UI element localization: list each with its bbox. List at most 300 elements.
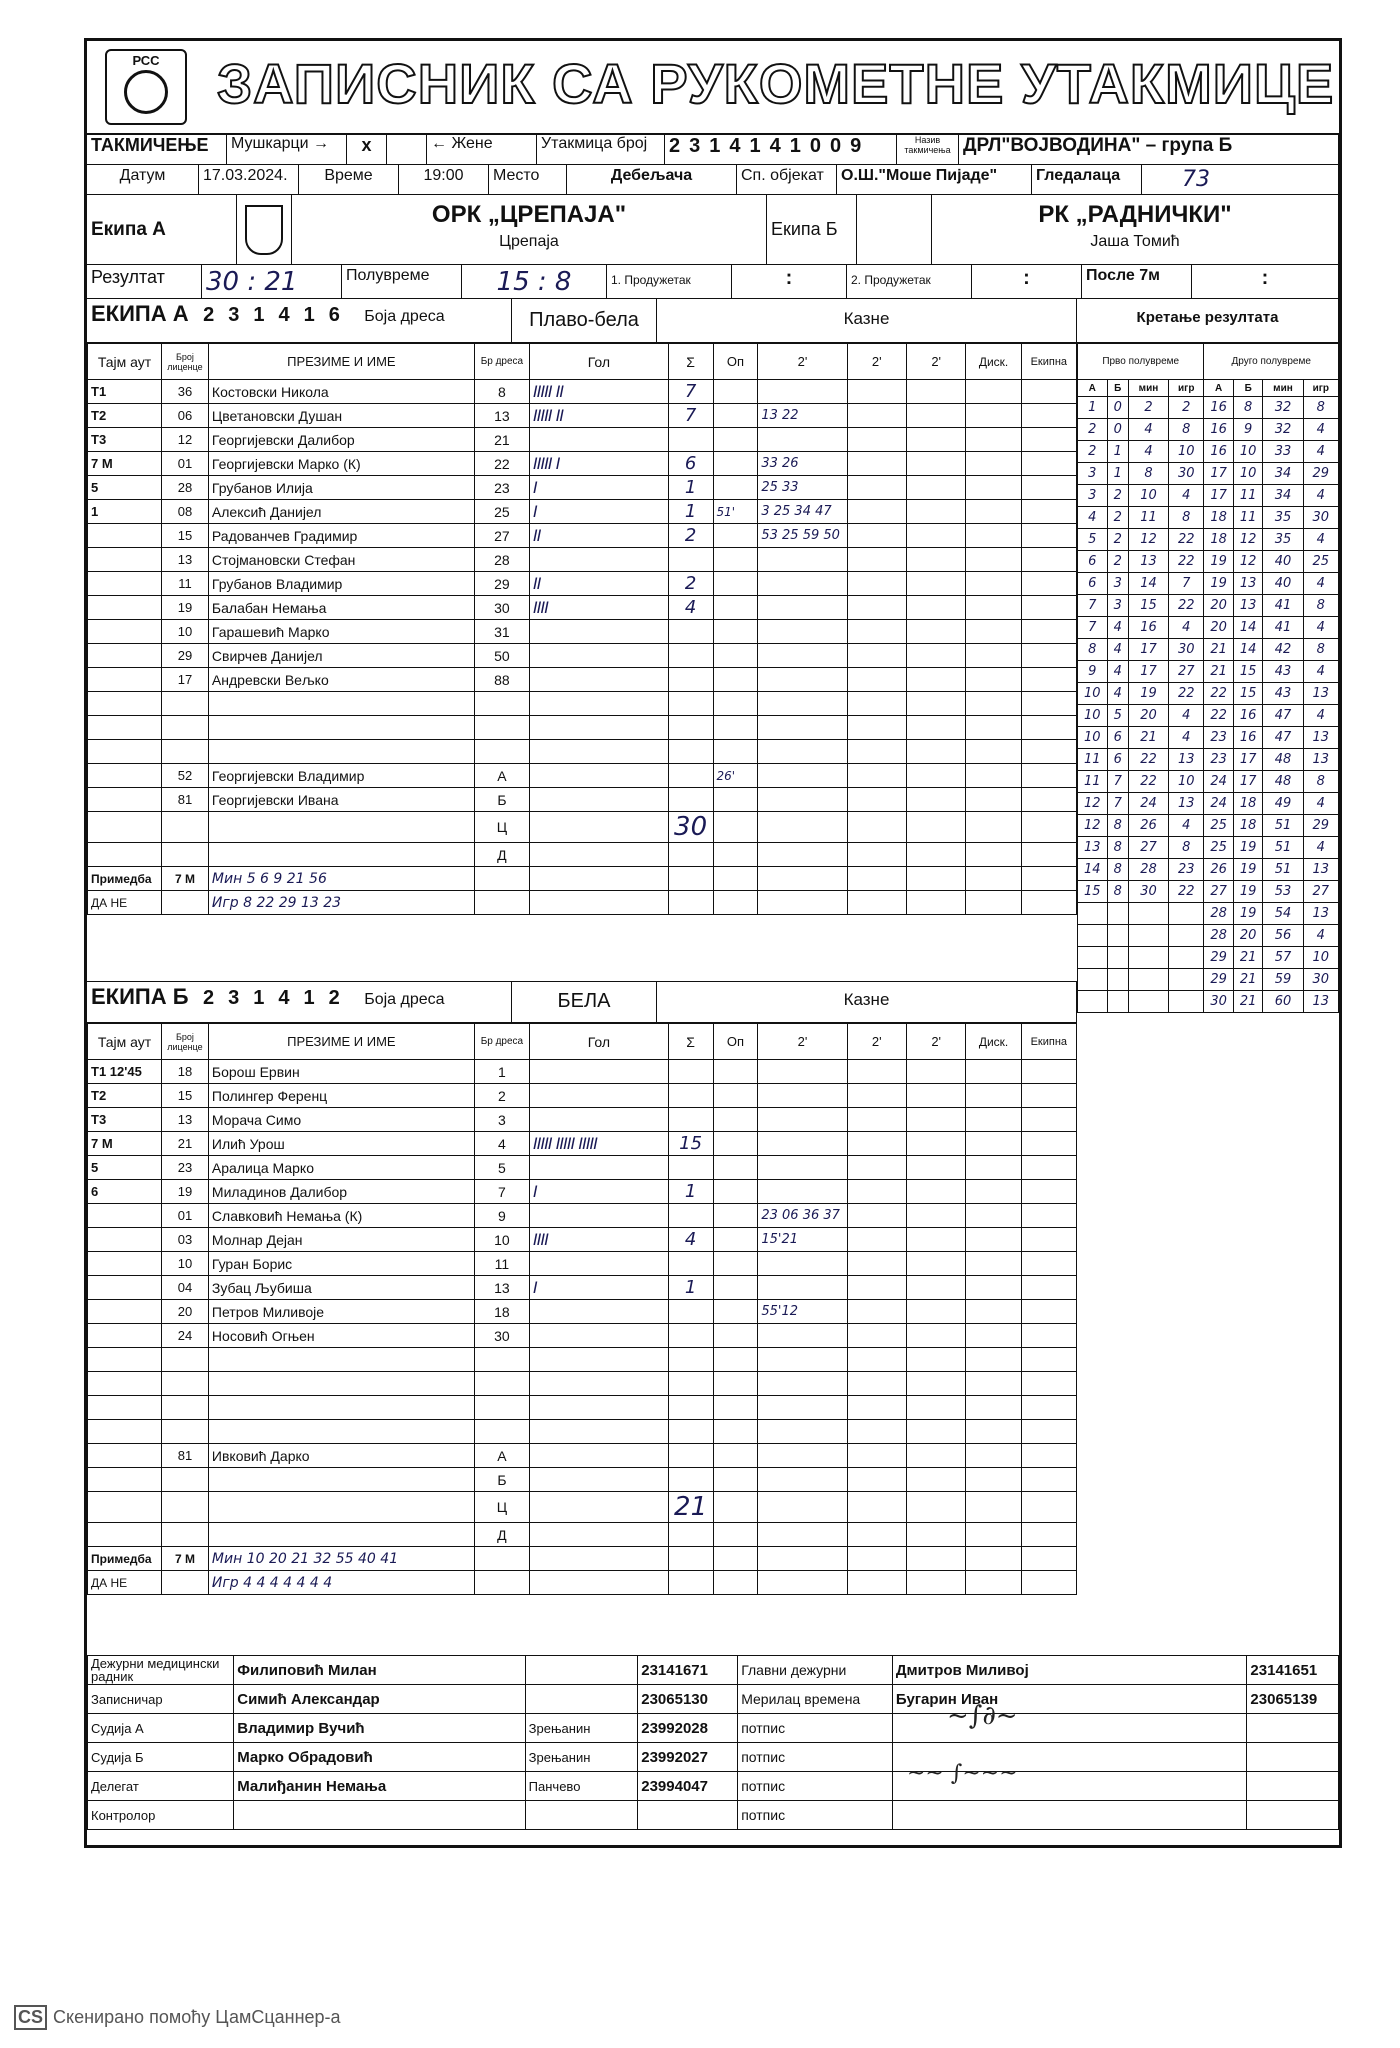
official-pen-cell — [758, 1468, 847, 1492]
progress-cell: 12 — [1233, 551, 1263, 573]
license-cell: 19 — [162, 596, 209, 620]
official-footer-row — [88, 1656, 1339, 1685]
progress-cell: 40 — [1263, 573, 1303, 595]
timeout-cell — [88, 668, 162, 692]
progress-cell: 16 — [1204, 397, 1234, 419]
goal-tally — [530, 716, 669, 740]
penalty-cell-2 — [847, 644, 906, 668]
progress-cell: 18 — [1233, 793, 1263, 815]
half-label: Полувреме — [342, 265, 462, 299]
warning-cell — [713, 668, 758, 692]
official-warning — [713, 1468, 758, 1492]
goal-tally: IIIII II — [530, 404, 669, 428]
progress-row — [1078, 639, 1339, 661]
timeout-cell: 6 — [88, 1180, 162, 1204]
progress-cell: 2 — [1107, 551, 1128, 573]
footer-license-2: 23141651 — [1247, 1656, 1339, 1685]
progress-cell: 0 — [1107, 419, 1128, 441]
progress-cell: 9 — [1078, 661, 1108, 683]
jersey-number: 31 — [474, 620, 529, 644]
sevenm-minutes: Мин 10 20 21 32 55 40 41 — [208, 1547, 474, 1571]
progress-row — [1078, 903, 1339, 925]
footer-role-2: Мерилац времена — [738, 1685, 893, 1714]
timeout-cell — [88, 1204, 162, 1228]
progress-cell: 24 — [1204, 793, 1234, 815]
progress-cell: 4 — [1078, 507, 1108, 529]
team-total: 21 — [668, 1492, 713, 1523]
progress-cell: 18 — [1233, 815, 1263, 837]
progress-cell: 22 — [1169, 683, 1204, 705]
progress-row — [1078, 749, 1339, 771]
penalty-cell-2 — [847, 1276, 906, 1300]
remark-row-2 — [88, 891, 1077, 915]
penalty-cell — [758, 740, 847, 764]
progress-cell: 1 — [1107, 463, 1128, 485]
player-row — [88, 476, 1077, 500]
progress-cell: 19 — [1233, 859, 1263, 881]
player-row — [88, 1132, 1077, 1156]
warning-cell — [713, 1420, 758, 1444]
progress-cell: 22 — [1169, 551, 1204, 573]
penalty-cell — [758, 716, 847, 740]
col-timeout: Тајм аут — [88, 344, 162, 380]
official-pen-cell — [758, 1523, 847, 1547]
progress-cell: 4 — [1169, 727, 1204, 749]
sevenm-cell — [668, 867, 713, 891]
goal-tally: I — [530, 476, 669, 500]
progress-col-label: Б — [1107, 380, 1128, 397]
penalty-cell-3 — [906, 1228, 965, 1252]
official-pen-cell — [906, 1468, 965, 1492]
goal-tally: IIIII II — [530, 380, 669, 404]
progress-cell: 47 — [1263, 727, 1303, 749]
progress-cell: 4 — [1169, 815, 1204, 837]
footer-name-2 — [892, 1801, 1247, 1830]
progress-cell: 22 — [1169, 529, 1204, 551]
progress-cell: 29 — [1204, 947, 1234, 969]
official-pen-cell — [966, 812, 1021, 843]
time-label: Време — [299, 165, 399, 195]
progress-cell: 48 — [1263, 771, 1303, 793]
progress-cell: 2 — [1078, 419, 1108, 441]
player-name: Борош Ервин — [208, 1060, 474, 1084]
team-penalty-cell — [1021, 548, 1076, 572]
player-row — [88, 1396, 1077, 1420]
official-pen-cell — [966, 1492, 1021, 1523]
progress-col-label: Б — [1233, 380, 1263, 397]
penalty-cell — [758, 1324, 847, 1348]
progress-cell: 2 — [1128, 397, 1168, 419]
sevenm-cell — [906, 891, 965, 915]
footer-city: Зрењанин — [525, 1743, 638, 1772]
team-total — [668, 764, 713, 788]
progress-cell: 4 — [1303, 925, 1338, 947]
progress-cell: 25 — [1204, 815, 1234, 837]
official-side-cell — [88, 764, 162, 788]
progress-cell: 8 — [1303, 397, 1338, 419]
official-pen-cell — [1021, 764, 1076, 788]
goal-tally — [530, 1324, 669, 1348]
license-cell — [162, 1348, 209, 1372]
progress-cell: 8 — [1107, 881, 1128, 903]
jersey-number: 25 — [474, 500, 529, 524]
penalty-cell-2 — [847, 452, 906, 476]
progress-row — [1078, 661, 1339, 683]
warning-cell — [713, 1156, 758, 1180]
progress-cell — [1169, 903, 1204, 925]
progress-cell: 20 — [1128, 705, 1168, 727]
penalty-cell-2 — [847, 1156, 906, 1180]
penalty-cell-2 — [847, 1252, 906, 1276]
footer-role: Судија Б — [88, 1743, 234, 1772]
official-pen-cell — [758, 764, 847, 788]
footer-name-2 — [892, 1714, 1247, 1743]
disq-cell — [966, 524, 1021, 548]
jersey-number: 9 — [474, 1204, 529, 1228]
sevenm-cell — [713, 1571, 758, 1595]
player-row — [88, 404, 1077, 428]
col-license: Број лиценце — [162, 344, 209, 380]
progress-cell: 10 — [1169, 441, 1204, 463]
disq-cell — [966, 1108, 1021, 1132]
official-goal — [530, 764, 669, 788]
progress-cell: 33 — [1263, 441, 1303, 463]
penalty-cell-3 — [906, 1324, 965, 1348]
footer-name — [234, 1801, 525, 1830]
progress-cell: 11 — [1233, 507, 1263, 529]
progress-cell: 32 — [1263, 397, 1303, 419]
official-row — [88, 1468, 1077, 1492]
progress-cell: 2 — [1107, 507, 1128, 529]
team-penalty-cell — [1021, 1180, 1076, 1204]
progress-cell: 6 — [1078, 551, 1108, 573]
official-pen-cell — [906, 843, 965, 867]
penalty-cell-3 — [906, 452, 965, 476]
goal-tally: I — [530, 1276, 669, 1300]
sevenm-cell — [1021, 1547, 1076, 1571]
penalty-cell — [758, 1180, 847, 1204]
official-row — [88, 764, 1077, 788]
progress-cell: 9 — [1233, 419, 1263, 441]
warning-cell — [713, 1300, 758, 1324]
progress-cell: 15 — [1128, 595, 1168, 617]
progress-cell: 5 — [1107, 705, 1128, 727]
official-name: Георгијевски Ивана — [208, 788, 474, 812]
penalty-cell-2 — [847, 1228, 906, 1252]
license-cell: 10 — [162, 1252, 209, 1276]
sevenm-cell — [847, 867, 906, 891]
progress-cell: 17 — [1204, 463, 1234, 485]
penalty-cell — [758, 1396, 847, 1420]
jersey-number — [474, 1420, 529, 1444]
penalty-cell-3 — [906, 1300, 965, 1324]
progress-cell — [1128, 991, 1168, 1013]
penalty-cell — [758, 620, 847, 644]
timeout-cell — [88, 1420, 162, 1444]
col-name-b: ПРЕЗИМЕ И ИМЕ — [208, 1024, 474, 1060]
sevenm-players: Игр 8 22 29 13 23 — [208, 891, 474, 915]
goal-tally — [530, 1372, 669, 1396]
progress-cell: 19 — [1204, 573, 1234, 595]
penalty-cell-3 — [906, 1396, 965, 1420]
penalty-cell — [758, 692, 847, 716]
timeout-cell — [88, 1396, 162, 1420]
penalty-cell-3 — [906, 1348, 965, 1372]
page-title: ЗАПИСНИК СА РУКОМЕТНЕ УТАКМИЦЕ — [217, 52, 1335, 115]
player-name: Балабан Немања — [208, 596, 474, 620]
timeout-cell: 5 — [88, 1156, 162, 1180]
remark-row-2 — [88, 1571, 1077, 1595]
col-warn: Оп — [713, 344, 758, 380]
footer-license: 23992027 — [638, 1743, 738, 1772]
progress-cell: 12 — [1078, 815, 1108, 837]
progress-cell: 43 — [1263, 683, 1303, 705]
progress-cell: 10 — [1078, 727, 1108, 749]
progress-cell: 15 — [1233, 683, 1263, 705]
progress-cell: 21 — [1233, 947, 1263, 969]
player-row — [88, 692, 1077, 716]
progress-cell: 21 — [1204, 639, 1234, 661]
disq-cell — [966, 1372, 1021, 1396]
progress-cell — [1169, 969, 1204, 991]
sevenm-cell — [847, 1547, 906, 1571]
progress-row — [1078, 595, 1339, 617]
official-goal — [530, 1523, 669, 1547]
goal-sum — [668, 692, 713, 716]
progress-cell: 23 — [1169, 859, 1204, 881]
penalty-cell-3 — [906, 1180, 965, 1204]
penalty-cell-3 — [906, 428, 965, 452]
progress-cell: 13 — [1303, 991, 1338, 1013]
progress-cell: 13 — [1303, 903, 1338, 925]
progress-cell: 3 — [1107, 595, 1128, 617]
goal-sum: 1 — [668, 1276, 713, 1300]
sevenm-players: Игр 4 4 4 4 4 4 4 — [208, 1571, 474, 1595]
progress-cell — [1107, 925, 1128, 947]
team-total — [668, 1523, 713, 1547]
footer-role-2: потпис — [738, 1714, 893, 1743]
progress-cell: 13 — [1233, 573, 1263, 595]
half-value: 15 : 8 — [462, 265, 607, 299]
goal-sum — [668, 1420, 713, 1444]
progress-cell: 28 — [1128, 859, 1168, 881]
timeout-cell — [88, 572, 162, 596]
warning-cell — [713, 740, 758, 764]
progress-cell: 10 — [1128, 485, 1168, 507]
progress-cell: 53 — [1263, 881, 1303, 903]
license-cell: 06 — [162, 404, 209, 428]
team-b-name-box — [932, 195, 1339, 265]
progress-cell: 8 — [1128, 463, 1168, 485]
official-pen-cell — [1021, 1468, 1076, 1492]
team-penalty-cell — [1021, 1156, 1076, 1180]
progress-cell: 30 — [1128, 881, 1168, 903]
official-license: 81 — [162, 788, 209, 812]
penalty-cell-3 — [906, 476, 965, 500]
timeout-cell — [88, 1348, 162, 1372]
goal-tally — [530, 1060, 669, 1084]
official-license — [162, 1492, 209, 1523]
penalty-cell-2 — [847, 428, 906, 452]
progress-cell — [1078, 947, 1108, 969]
disq-cell — [966, 1420, 1021, 1444]
official-pen-cell — [758, 1492, 847, 1523]
sevenm-cell — [847, 891, 906, 915]
timeout-cell — [88, 692, 162, 716]
player-row — [88, 1180, 1077, 1204]
sevenm-cell — [906, 1547, 965, 1571]
goal-sum — [668, 1252, 713, 1276]
warning-cell — [713, 548, 758, 572]
official-license — [162, 812, 209, 843]
official-pen-cell — [847, 1468, 906, 1492]
official-pen-cell — [847, 812, 906, 843]
goal-tally — [530, 1396, 669, 1420]
timeout-cell — [88, 620, 162, 644]
progress-cell: 23 — [1204, 749, 1234, 771]
team-penalty-cell — [1021, 668, 1076, 692]
license-cell: 19 — [162, 1180, 209, 1204]
goal-tally — [530, 692, 669, 716]
goal-sum: 1 — [668, 1180, 713, 1204]
progress-cell: 4 — [1107, 661, 1128, 683]
penalty-cell-2 — [847, 380, 906, 404]
progress-cell: 21 — [1233, 991, 1263, 1013]
women-label: ← Жене — [427, 133, 537, 165]
progress-cell: 30 — [1204, 991, 1234, 1013]
timeout-cell — [88, 596, 162, 620]
player-row — [88, 1348, 1077, 1372]
sevenm-cell — [1021, 867, 1076, 891]
progress-cell: 7 — [1107, 771, 1128, 793]
progress-cell: 7 — [1078, 617, 1108, 639]
progress-cell: 57 — [1263, 947, 1303, 969]
warning-cell — [713, 1108, 758, 1132]
progress-row — [1078, 859, 1339, 881]
jersey-number: 13 — [474, 404, 529, 428]
team-penalty-cell — [1021, 1420, 1076, 1444]
first-half-label: Прво полувреме — [1078, 344, 1204, 380]
warning-cell — [713, 572, 758, 596]
penalty-cell-3 — [906, 1420, 965, 1444]
progress-cell: 30 — [1169, 639, 1204, 661]
ot1-value: : — [732, 265, 847, 299]
penalty-cell-3 — [906, 548, 965, 572]
goal-sum: 6 — [668, 452, 713, 476]
license-cell: 04 — [162, 1276, 209, 1300]
jersey-number: 30 — [474, 596, 529, 620]
disq-cell — [966, 1252, 1021, 1276]
footer-license: 23141671 — [638, 1656, 738, 1685]
disq-cell — [966, 596, 1021, 620]
footer-role-2: потпис — [738, 1743, 893, 1772]
penalty-cell: 25 33 — [758, 476, 847, 500]
progress-cell: 48 — [1263, 749, 1303, 771]
player-row — [88, 1324, 1077, 1348]
progress-col-label: А — [1078, 380, 1108, 397]
jersey-number: 13 — [474, 1276, 529, 1300]
jersey-number: 1 — [474, 1060, 529, 1084]
footer-role: Делегат — [88, 1772, 234, 1801]
warning-cell — [713, 524, 758, 548]
player-name: Георгијевски Марко (К) — [208, 452, 474, 476]
warning-cell — [713, 404, 758, 428]
official-name — [208, 812, 474, 843]
progress-row — [1078, 705, 1339, 727]
progress-cell: 28 — [1204, 925, 1234, 947]
progress-col-label: мин — [1128, 380, 1168, 397]
player-row — [88, 596, 1077, 620]
team-b-section-label: ЕКИПА Б — [91, 984, 189, 1009]
official-pen-cell — [847, 1444, 906, 1468]
disq-cell — [966, 740, 1021, 764]
sevenm-cell — [906, 867, 965, 891]
spectators-value: 73 — [1142, 165, 1339, 195]
goal-tally — [530, 1300, 669, 1324]
jersey-number: 88 — [474, 668, 529, 692]
progress-row — [1078, 529, 1339, 551]
progress-cell: 8 — [1303, 595, 1338, 617]
sevenm-cell — [474, 1547, 529, 1571]
penalty-cell — [758, 1108, 847, 1132]
team-penalty-cell — [1021, 1276, 1076, 1300]
warning-cell — [713, 620, 758, 644]
license-cell: 36 — [162, 380, 209, 404]
progress-cell: 14 — [1128, 573, 1168, 595]
disq-cell — [966, 548, 1021, 572]
progress-cell — [1107, 947, 1128, 969]
progress-cell — [1128, 903, 1168, 925]
disq-cell — [966, 692, 1021, 716]
progress-header-row — [1078, 380, 1339, 397]
progress-col-label: А — [1204, 380, 1234, 397]
disq-cell — [966, 1324, 1021, 1348]
license-cell: 13 — [162, 1108, 209, 1132]
official-warning — [713, 788, 758, 812]
goal-tally: IIIII IIIII IIIII — [530, 1132, 669, 1156]
penalty-cell-3 — [906, 380, 965, 404]
sevenm-cell — [530, 1571, 669, 1595]
progress-cell: 13 — [1303, 749, 1338, 771]
sevenm-minutes: Мин 5 6 9 21 56 — [208, 867, 474, 891]
progress-cell — [1078, 925, 1108, 947]
official-pen-cell — [847, 764, 906, 788]
penalty-cell-2 — [847, 1300, 906, 1324]
footer-name: Владимир Вучић — [234, 1714, 525, 1743]
sevenm-label: 7 М — [162, 1547, 209, 1571]
official-warning — [713, 1523, 758, 1547]
progress-cell: 34 — [1263, 463, 1303, 485]
men-empty — [387, 133, 427, 165]
progress-cell: 47 — [1263, 705, 1303, 727]
col-warn-b: Оп — [713, 1024, 758, 1060]
official-license: 52 — [162, 764, 209, 788]
jersey-number: 4 — [474, 1132, 529, 1156]
progress-row — [1078, 397, 1339, 419]
warning-cell — [713, 1084, 758, 1108]
penalty-cell-2 — [847, 596, 906, 620]
official-pen-cell — [847, 1492, 906, 1523]
jersey-number — [474, 692, 529, 716]
progress-cell — [1169, 947, 1204, 969]
footer-name-2: Бугарин Иван — [892, 1685, 1247, 1714]
team-b-label: Екипа Б — [771, 219, 838, 239]
penalty-cell-3 — [906, 1108, 965, 1132]
team-b-crest — [857, 195, 932, 265]
goal-tally — [530, 644, 669, 668]
official-role: Д — [474, 843, 529, 867]
official-name — [208, 843, 474, 867]
